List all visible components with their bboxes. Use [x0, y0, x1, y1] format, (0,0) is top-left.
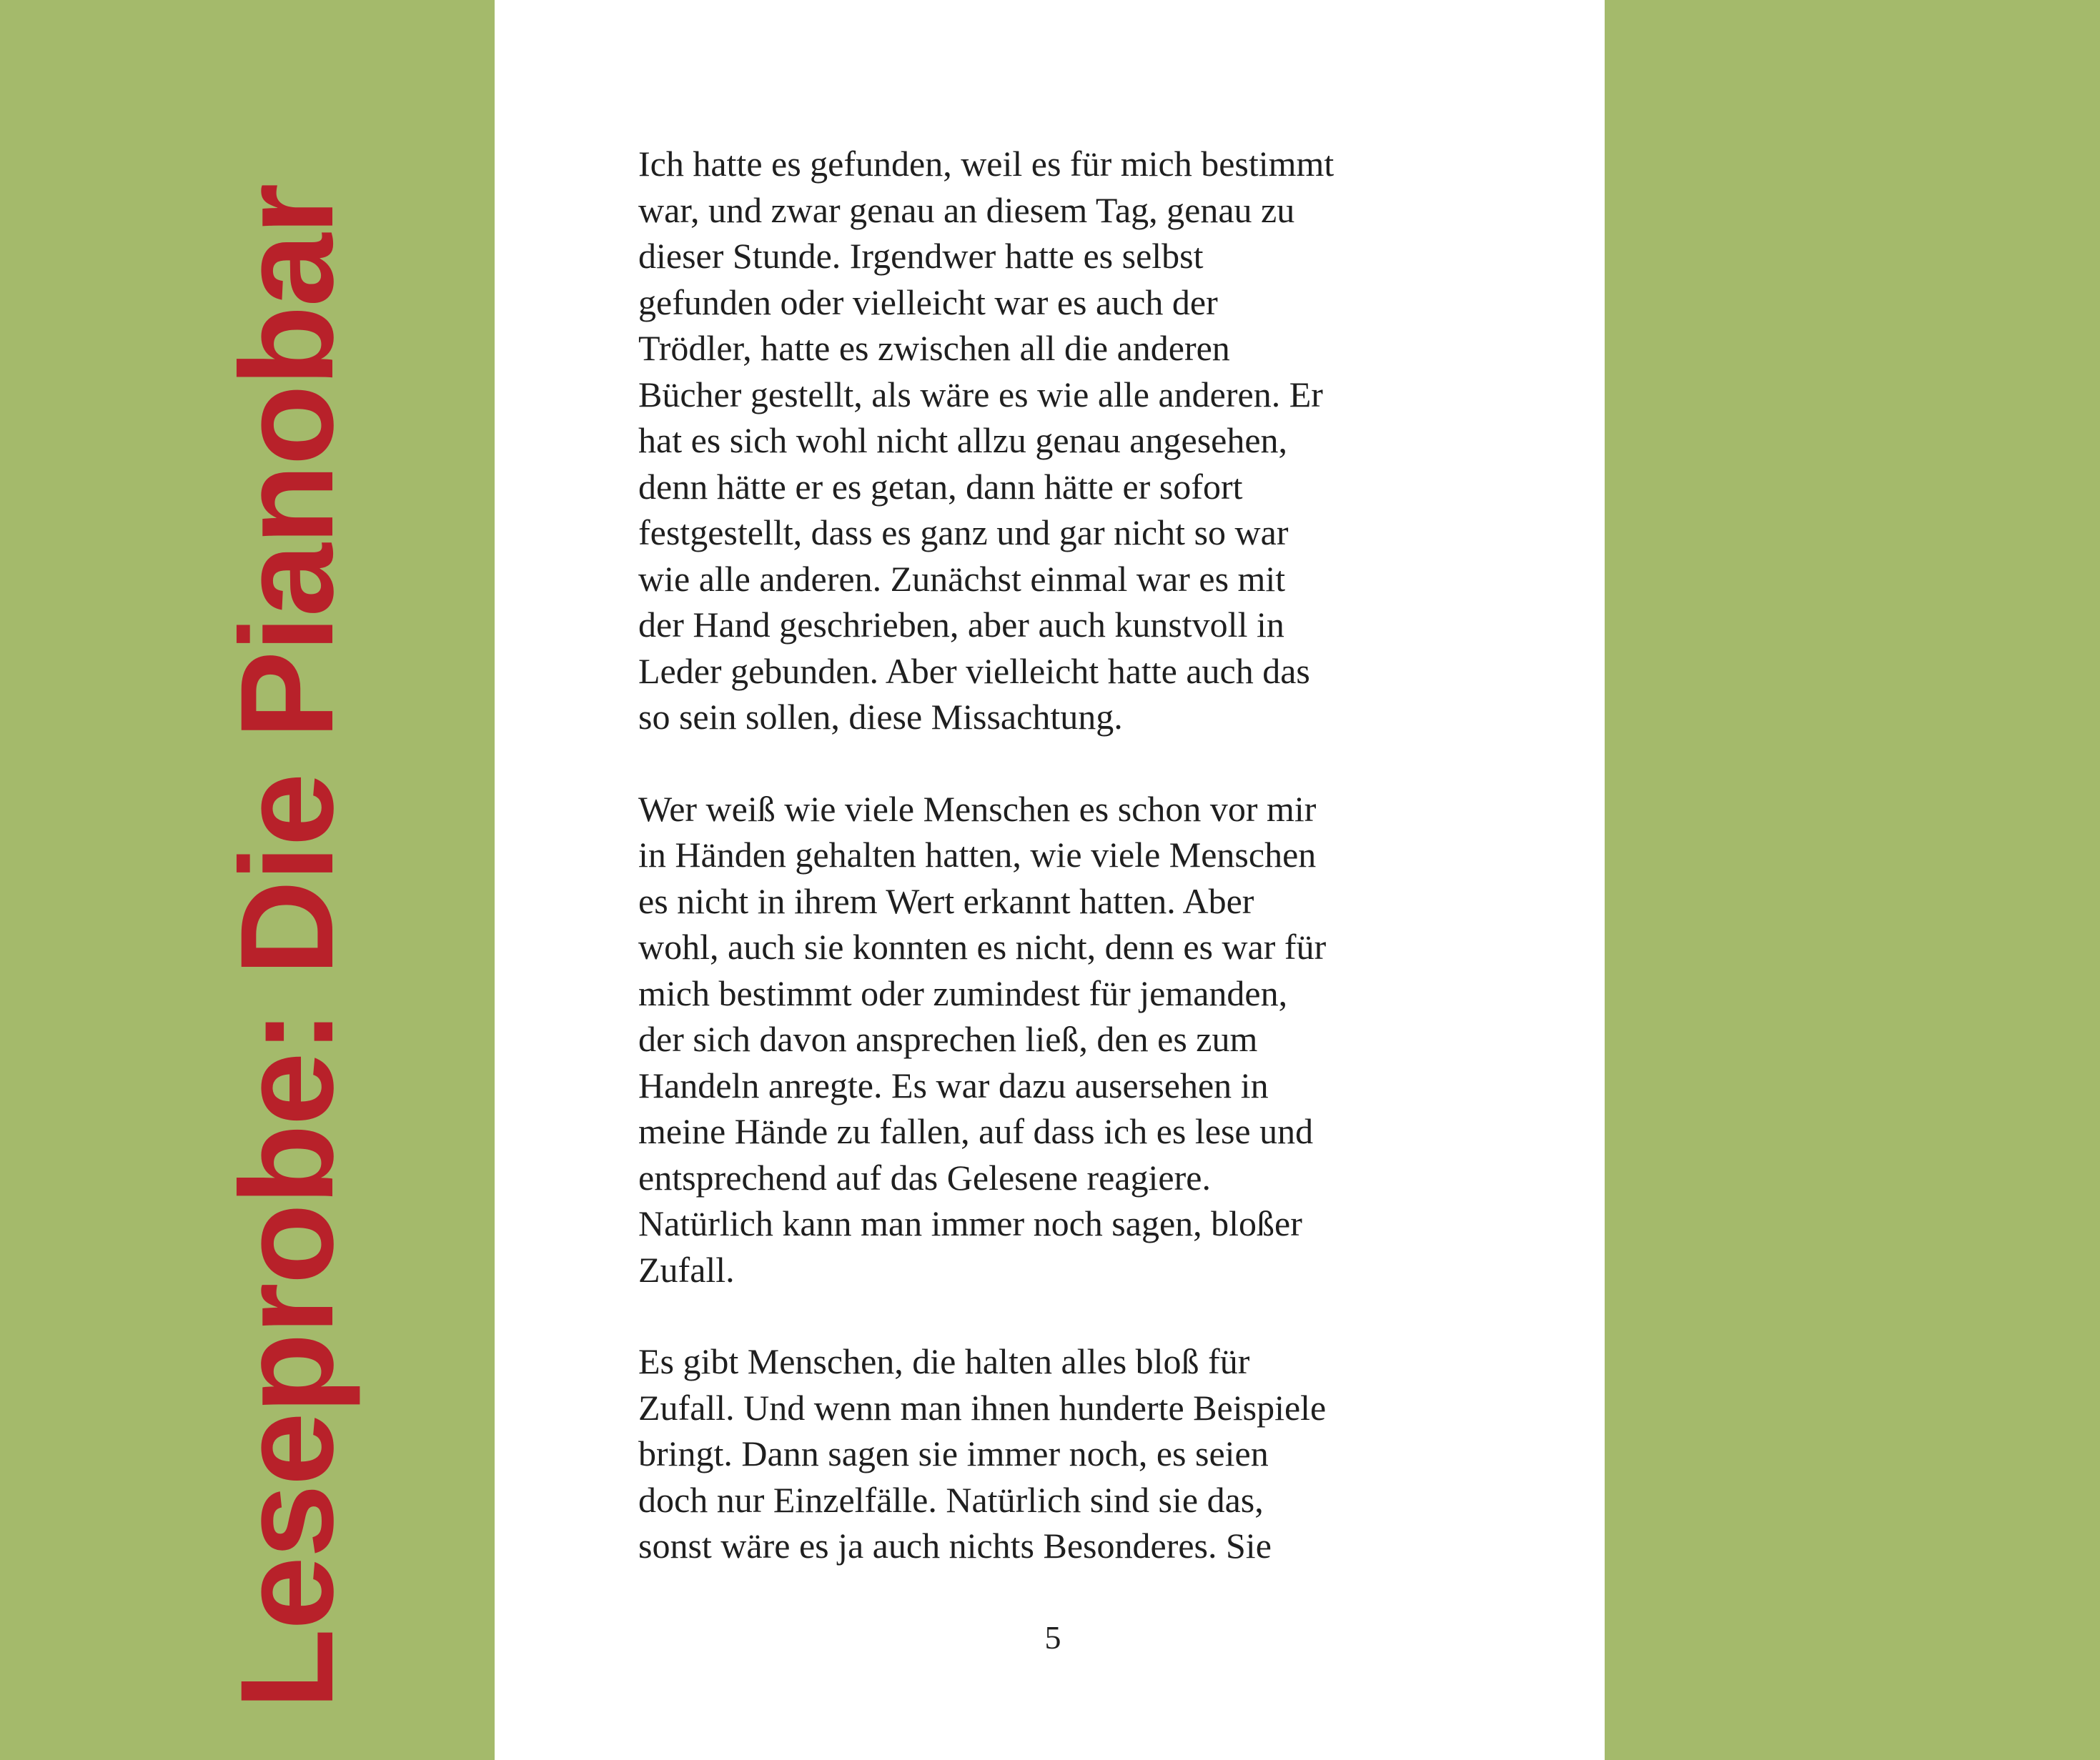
- vertical-book-title: Leseprobe: Die Pianobar: [214, 184, 361, 1709]
- body-text-block: [638, 141, 1467, 1661]
- right-green-band: [1605, 0, 2100, 1760]
- book-page: [495, 0, 1605, 1760]
- paragraph: Wer weiß wie viele Menschen es schon vor mir in Händen gehalten hatten, wie viele Menschen es nicht in ihrem Wert erkannt hatten. Aber wohl, auch sie konnten es nicht, denn es war für mich bestimmt oder zumindest für jemanden, der sich davon ansprechen ließ, den es zum Handeln anregte. Es war dazu ausersehen in meine Hände zu fallen, auf dass ich es lese und entsprechend auf das Gelesene reagiere. Natürlich kann man immer noch sagen, bloßer Zufall.: [638, 788, 1327, 1290]
- page-number: 5: [1044, 1619, 1061, 1656]
- paragraph: Ich hatte es gefunden, weil es für mich bestimmt war, und zwar genau an diesem Tag, genau zu dieser Stunde. Irgendwer hatte es selbst gefunden oder vielleicht war es auch der Trödler, hatte es zwischen all die anderen Bücher gestellt, als wäre es wie alle anderen. Er hat es sich wohl nicht allzu genau angesehen, denn hätte er es getan, dann hätte er sofort festgestellt, dass es ganz und gar nicht so war wie alle anderen. Zunächst einmal war es mit der Hand geschrieben, aber auch kunstvoll in Leder gebunden. Aber vielleicht hatte auch das so sein sollen, diese Missachtung.: [638, 144, 1334, 737]
- left-green-band: [0, 0, 495, 1760]
- paragraph: Es gibt Menschen, die halten alles bloß für Zufall. Und wenn man ihnen hunderte Beispiele bringt. Dann sagen sie immer noch, es seien doch nur Einzelfälle. Natürlich sind sie das, sonst wäre es ja auch nichts Besonderes. Sie: [638, 1341, 1327, 1566]
